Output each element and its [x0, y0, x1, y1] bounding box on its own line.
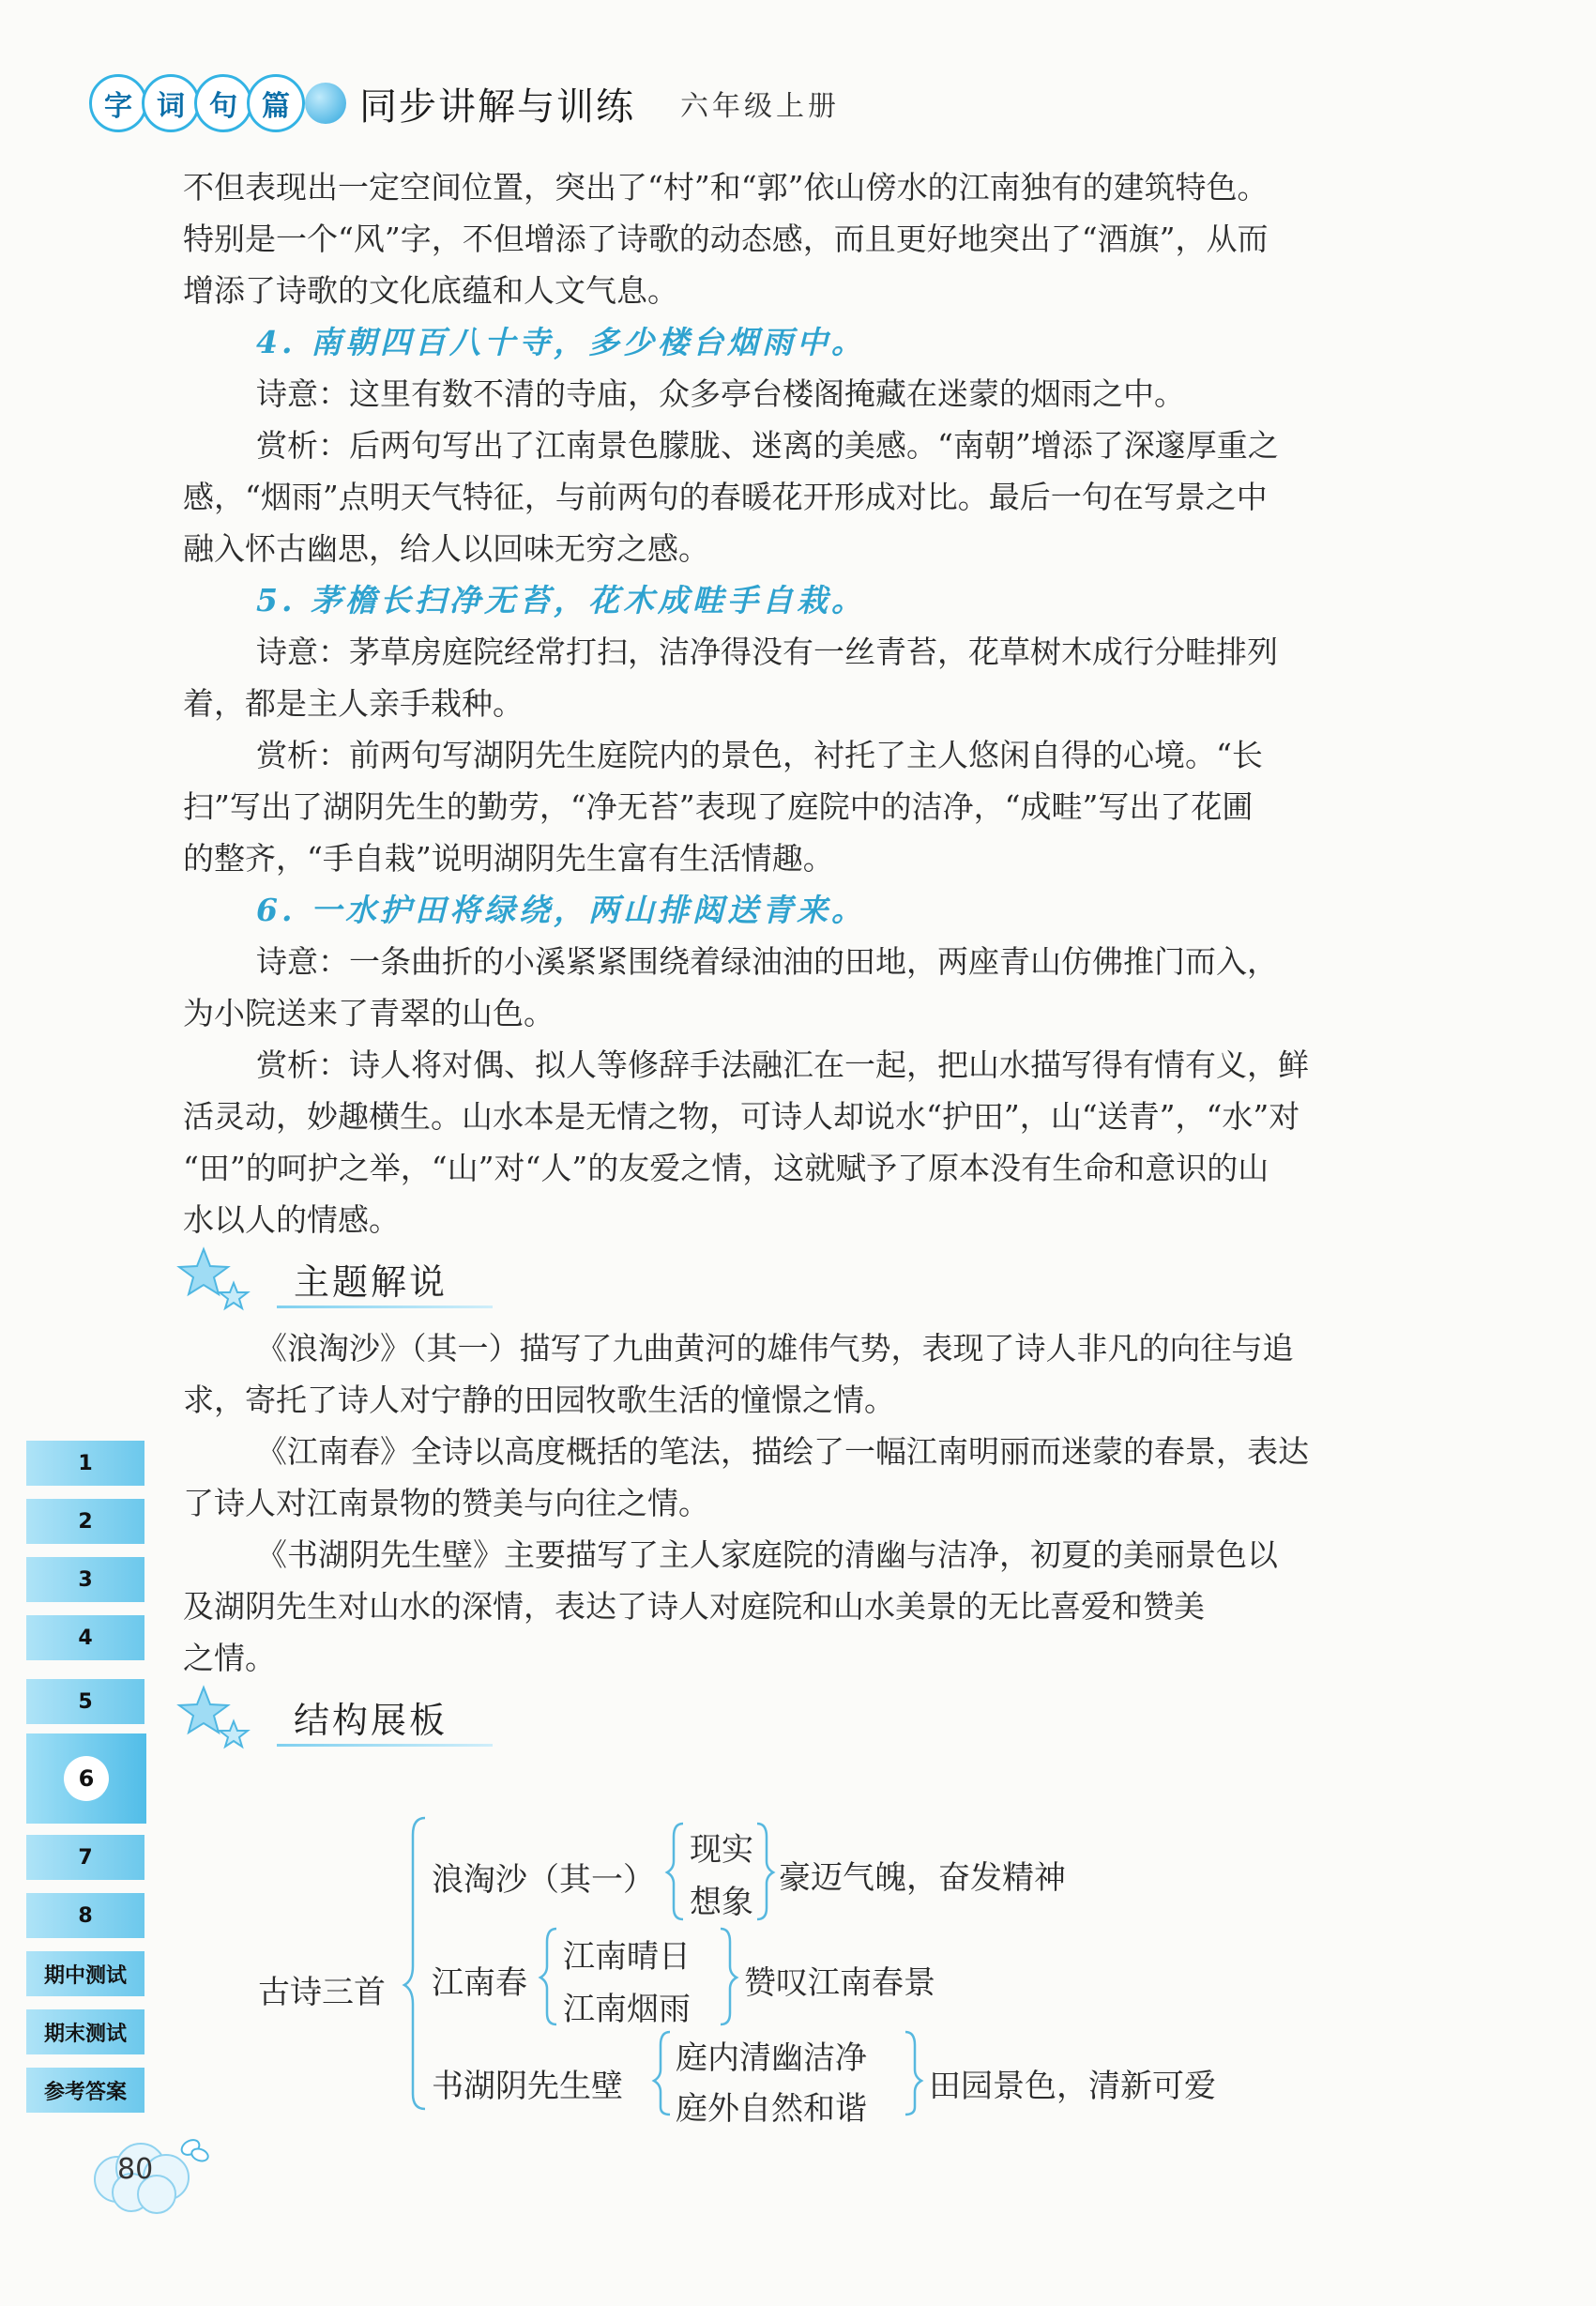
branch-result: 豪迈气魄，奋发精神: [779, 1859, 1066, 1897]
diagram-root: 古诗三首: [258, 1974, 386, 2011]
branch-result: 田园景色，清新可爱: [929, 2068, 1216, 2105]
tab-unit-7[interactable]: 7: [26, 1835, 144, 1880]
text-line: 不但表现出一定空间位置，突出了“村”和“郭”依山傍水的江南独有的建筑特色。: [183, 169, 1269, 206]
tab-answers[interactable]: 参考答案: [26, 2068, 144, 2113]
logo-char-3: 句: [194, 74, 252, 132]
tab-unit-8[interactable]: 8: [26, 1893, 144, 1938]
structure-diagram: [183, 1797, 1309, 2128]
branch-sub: 江南烟雨: [563, 1991, 691, 2028]
analysis-line: 融入怀古幽思，给人以回味无穷之感。: [183, 530, 709, 567]
tab-unit-5[interactable]: 5: [26, 1679, 144, 1724]
theme-line: 及湖阴先生对山水的深情，表达了诗人对庭院和山水美景的无比喜爱和赞美: [183, 1588, 1205, 1625]
branch-name: 浪淘沙（其一）: [432, 1861, 655, 1899]
theme-line: 求，寄托了诗人对宁静的田园牧歌生活的憧憬之情。: [183, 1382, 895, 1418]
tab-unit-2[interactable]: 2: [26, 1499, 144, 1544]
branch-name: 江南春: [432, 1964, 527, 2002]
book-title: 同步讲解与训练: [359, 84, 635, 129]
theme-section-header: [183, 1253, 1473, 1313]
branch-name: 书湖阴先生壁: [432, 2068, 623, 2105]
analysis-line: 扫”写出了湖阴先生的勤劳，“净无苔”表现了庭院中的洁净，“成畦”写出了花圃: [183, 788, 1254, 825]
meaning-line: 为小院送来了青翠的山色。: [183, 995, 555, 1031]
tab-unit-1[interactable]: 1: [26, 1441, 144, 1486]
branch-sub: 江南晴日: [563, 1938, 691, 1976]
meaning-line: 诗意：茅草房庭院经常打扫，洁净得没有一丝青苔，花草树木成行分畦排列: [256, 634, 1278, 670]
stars-icon: [175, 1684, 260, 1759]
section-underline: [277, 1306, 493, 1308]
analysis-line: 活灵动，妙趣横生。山水本是无情之物，可诗人却说水“护田”，山“送青”，“水”对: [183, 1098, 1300, 1135]
branch-sub: 庭内清幽洁净: [676, 2039, 867, 2077]
theme-title: 主题解说: [294, 1261, 448, 1303]
meaning-line: 诗意：一条曲折的小溪紧紧围绕着绿油油的田地，两座青山仿佛推门而入，: [256, 943, 1278, 980]
analysis-line: 赏析：后两句写出了江南景色朦胧、迷离的美感。“南朝”增添了深邃厚重之: [256, 427, 1279, 464]
page-number-badge: [89, 2130, 211, 2215]
branch-sub: 想象: [690, 1884, 753, 1921]
logo-char-4: 篇: [247, 74, 305, 132]
meaning-4: 诗意：这里有数不清的寺庙，众多亭台楼阁掩藏在迷蒙的烟雨之中。: [256, 375, 1185, 412]
poem-line-4: 4. 南朝四百八十寺，多少楼台烟雨中。: [256, 324, 866, 360]
theme-line: 《江南春》全诗以高度概括的笔法，描绘了一幅江南明丽而迷蒙的春景，表达: [256, 1433, 1309, 1470]
tab-midterm[interactable]: 期中测试: [26, 1951, 144, 1996]
logo-bubble-icon: [305, 83, 346, 124]
tab-unit-6[interactable]: [26, 1733, 146, 1824]
analysis-line: “田”的呵护之举，“山”对“人”的友爱之情，这就赋予了原本没有生命和意识的山: [183, 1150, 1269, 1186]
theme-line: 《浪淘沙》（其一）描写了九曲黄河的雄伟气势，表现了诗人非凡的向往与追: [256, 1330, 1294, 1367]
text-line: 增添了诗歌的文化底蕴和人文气息。: [183, 272, 678, 309]
poem-line-5: 5. 茅檐长扫净无苔，花木成畦手自栽。: [256, 582, 866, 618]
section-underline: [277, 1744, 493, 1747]
branch-sub: 庭外自然和谐: [676, 2090, 867, 2128]
text-line: 特别是一个“风”字，不但增添了诗歌的动态感，而且更好地突出了“酒旗”，从而: [183, 221, 1269, 257]
active-tab-label: 6: [64, 1756, 109, 1801]
theme-line: 之情。: [183, 1640, 276, 1676]
stars-icon: [175, 1245, 260, 1321]
series-logo: [89, 74, 346, 132]
main-content: [183, 161, 1473, 1761]
tab-unit-4[interactable]: 4: [26, 1615, 144, 1660]
grade-label: 六年级上册: [680, 90, 840, 123]
tab-final[interactable]: 期末测试: [26, 2009, 144, 2054]
theme-line: 了诗人对江南景物的赞美与向往之情。: [183, 1485, 709, 1521]
structure-title: 结构展板: [294, 1700, 448, 1741]
meaning-line: 着，都是主人亲手栽种。: [183, 685, 524, 722]
analysis-line: 赏析：前两句写湖阴先生庭院内的景色，衬托了主人悠闲自得的心境。“长: [256, 737, 1263, 773]
page-header: [89, 66, 840, 141]
logo-char-2: 词: [142, 74, 200, 132]
analysis-line: 的整齐，“手自栽”说明湖阴先生富有生活情趣。: [183, 840, 834, 877]
branch-sub: 现实: [690, 1831, 753, 1869]
poem-line-6: 6. 一水护田将绿绕，两山排闼送青来。: [256, 892, 866, 928]
logo-char-1: 字: [89, 74, 147, 132]
page-number: 80: [117, 2153, 154, 2186]
analysis-line: 水以人的情感。: [183, 1201, 400, 1238]
analysis-line: 赏析：诗人将对偶、拟人等修辞手法融汇在一起，把山水描写得有情有义，鲜: [256, 1046, 1309, 1083]
branch-result: 赞叹江南春景: [744, 1964, 935, 2002]
structure-section-header: [183, 1691, 1473, 1751]
tab-unit-3[interactable]: 3: [26, 1557, 144, 1602]
analysis-line: 感，“烟雨”点明天气特征，与前两句的春暖花开形成对比。最后一句在写景之中: [183, 479, 1268, 515]
theme-line: 《书湖阴先生壁》主要描写了主人家庭院的清幽与洁净，初夏的美丽景色以: [256, 1536, 1278, 1573]
